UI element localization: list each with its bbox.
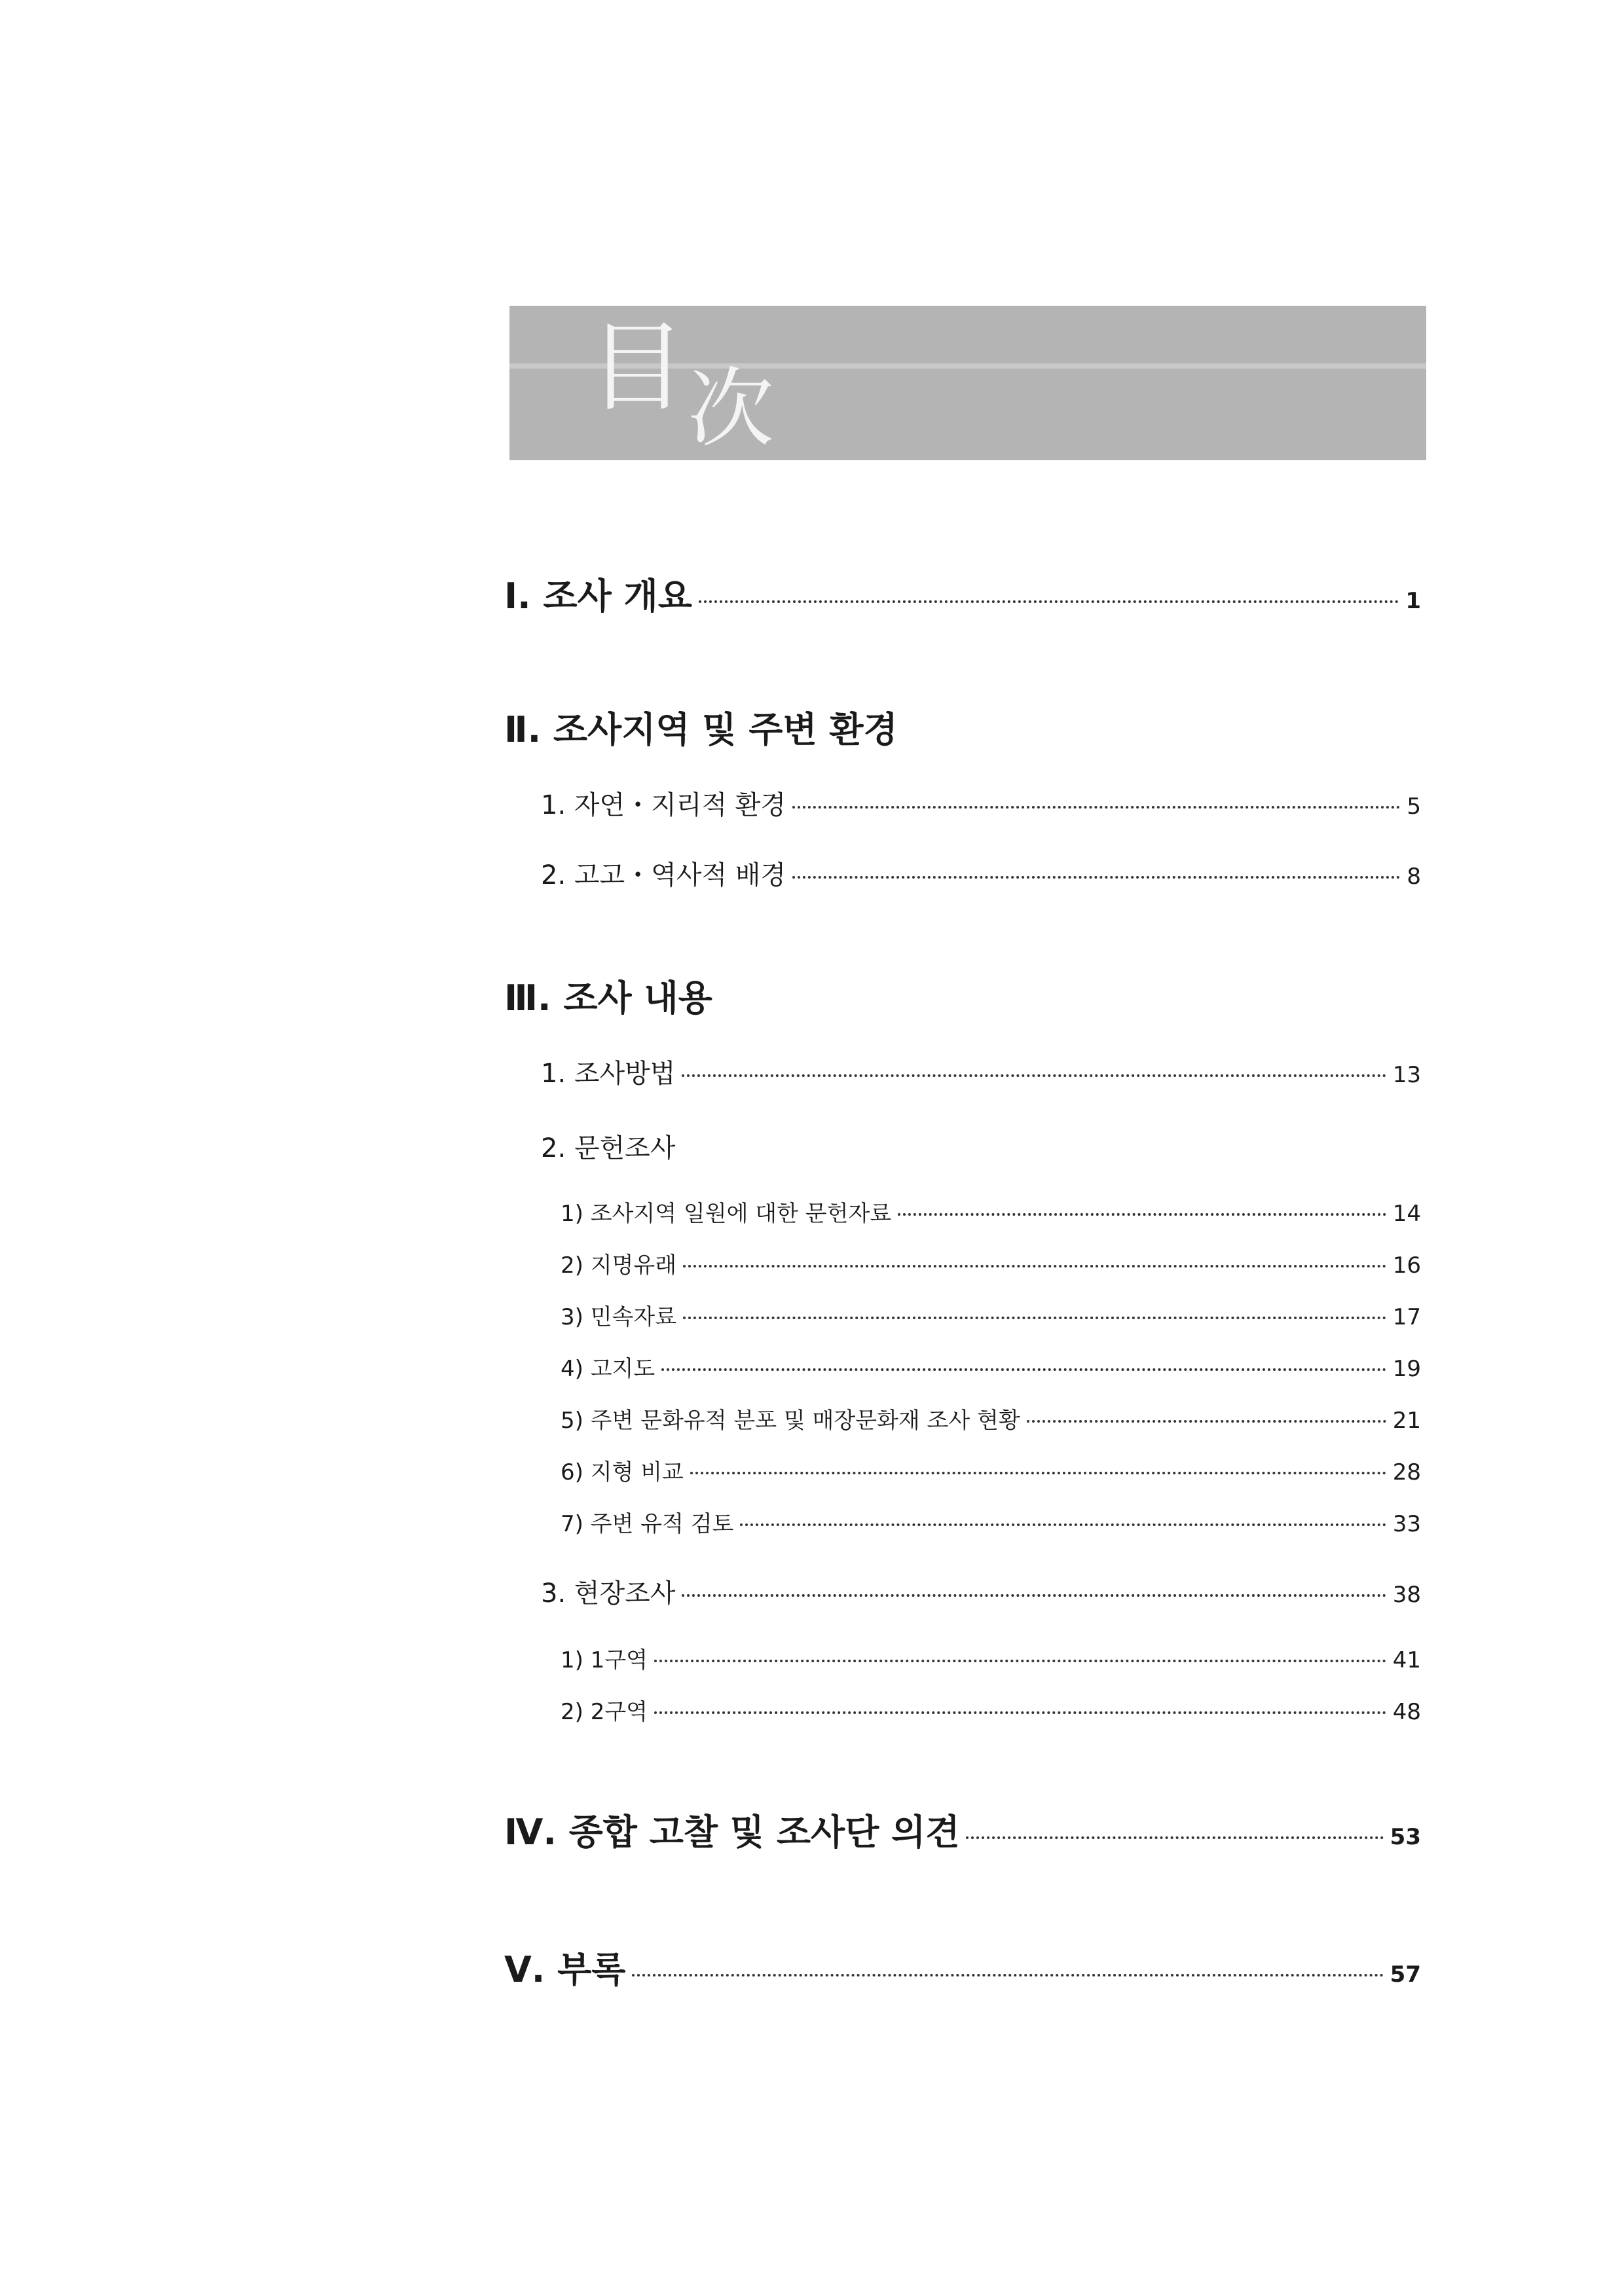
toc-entry-page: 16	[1392, 1252, 1421, 1279]
toc-entry-page: 38	[1392, 1582, 1421, 1608]
toc-entry-page: 41	[1392, 1647, 1421, 1673]
toc-entry-page: 17	[1392, 1304, 1421, 1330]
toc-entry-title: Ⅰ. 조사 개요	[504, 575, 692, 617]
toc-heading-ch2[interactable]: Ⅱ. 조사지역 및 주변 환경	[504, 709, 898, 750]
toc-entry-ch2-s1[interactable]	[541, 784, 1421, 822]
dot-leader	[632, 1974, 1383, 1977]
toc-entry-title: 2) 2구역	[561, 1699, 648, 1725]
toc-entry-page: 14	[1392, 1201, 1421, 1227]
toc-entry-title: 1) 조사지역 일원에 대한 문헌자료	[561, 1201, 892, 1227]
toc-entry-ch4[interactable]	[504, 1804, 1421, 1855]
dot-leader	[683, 1265, 1386, 1267]
toc-entry-title: 1. 자연・지리적 환경	[541, 790, 786, 820]
toc-entry-ch3-s3-i2[interactable]	[561, 1694, 1421, 1726]
toc-entry-title: 6) 지형 비교	[561, 1459, 684, 1485]
dot-leader	[792, 806, 1400, 809]
toc-entry-page: 8	[1407, 864, 1421, 890]
dot-leader	[683, 1317, 1386, 1319]
toc-entry-page: 1	[1405, 588, 1421, 614]
toc-entry-page: 53	[1390, 1824, 1421, 1850]
toc-entry-page: 28	[1392, 1459, 1421, 1485]
toc-entry-page: 19	[1392, 1356, 1421, 1382]
toc-entry-ch3-s2-i1[interactable]	[561, 1195, 1421, 1228]
toc-entry-title: 1) 1구역	[561, 1647, 648, 1673]
toc-entry-title: 2. 고고・역사적 배경	[541, 860, 786, 890]
dot-leader	[661, 1368, 1386, 1371]
dot-leader	[682, 1594, 1386, 1597]
toc-entry-ch3-s3[interactable]	[541, 1573, 1421, 1610]
toc-entry-title: 3) 민속자료	[561, 1304, 677, 1330]
toc-entry-ch3-s1[interactable]	[541, 1053, 1421, 1090]
toc-entry-title: Ⅳ. 종합 고찰 및 조사단 의견	[504, 1812, 960, 1853]
toc-entry-ch3-s3-i1[interactable]	[561, 1642, 1421, 1674]
banner-char-cha: 次	[688, 359, 774, 460]
dot-leader	[654, 1711, 1386, 1714]
toc-entry-page: 5	[1407, 793, 1421, 820]
toc-entry-title: 2) 지명유래	[561, 1252, 677, 1279]
dot-leader	[654, 1660, 1386, 1662]
toc-entry-title: 5) 주변 문화유적 분포 및 매장문화재 조사 현황	[561, 1408, 1020, 1434]
toc-entry-ch1[interactable]	[504, 568, 1421, 619]
dot-leader	[1027, 1420, 1386, 1423]
dot-leader	[966, 1836, 1383, 1839]
toc-heading-ch3[interactable]: Ⅲ. 조사 내용	[504, 977, 712, 1019]
dot-leader	[792, 876, 1400, 879]
toc-entry-ch3-s2-i2[interactable]	[561, 1247, 1421, 1279]
dot-leader	[898, 1213, 1386, 1216]
dot-leader	[740, 1523, 1386, 1526]
toc-entry-title: 1. 조사방법	[541, 1059, 676, 1089]
contents-banner	[509, 306, 1426, 460]
toc-heading-ch3-s2[interactable]: 2. 문헌조사	[541, 1133, 676, 1163]
toc-entry-ch2-s2[interactable]	[541, 854, 1421, 892]
toc-entry-ch5[interactable]	[504, 1942, 1421, 1992]
dot-leader	[682, 1074, 1386, 1077]
toc-entry-ch3-s2-i5[interactable]	[561, 1402, 1421, 1434]
toc-entry-title: 3. 현장조사	[541, 1578, 676, 1609]
toc-entry-page: 21	[1392, 1408, 1421, 1434]
toc-entry-title: 4) 고지도	[561, 1356, 655, 1382]
toc-entry-title: Ⅴ. 부록	[504, 1949, 626, 1990]
toc-entry-page: 57	[1390, 1961, 1421, 1988]
toc-entry-ch3-s2-i7[interactable]	[561, 1506, 1421, 1538]
dot-leader	[699, 600, 1399, 603]
banner-char-mok: 目	[588, 311, 687, 425]
toc-entry-ch3-s2-i6[interactable]	[561, 1454, 1421, 1486]
toc-entry-page: 48	[1392, 1699, 1421, 1725]
toc-entry-title: 7) 주변 유적 검토	[561, 1511, 734, 1537]
toc-entry-page: 33	[1392, 1511, 1421, 1537]
toc-entry-ch3-s2-i3[interactable]	[561, 1299, 1421, 1331]
toc-entry-page: 13	[1392, 1062, 1421, 1088]
dot-leader	[690, 1472, 1386, 1474]
toc-entry-ch3-s2-i4[interactable]	[561, 1351, 1421, 1383]
